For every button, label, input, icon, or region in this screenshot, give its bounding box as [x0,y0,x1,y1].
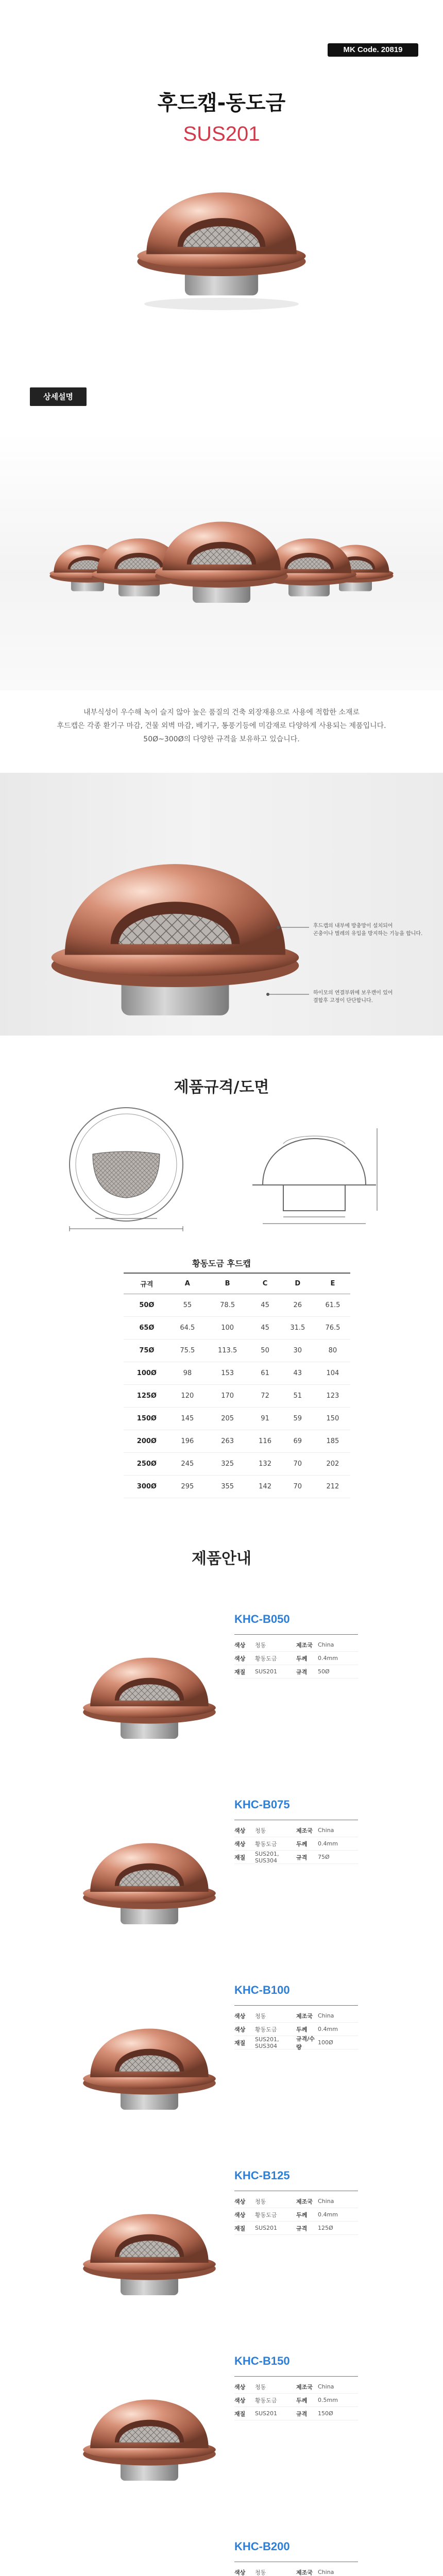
spec-value: 청동 [255,1826,296,1835]
spec-key: 두께 [296,2025,318,2033]
column-header: B [205,1273,250,1294]
spec-key: 두께 [296,1654,318,1663]
description-line: 내부식성이 우수해 녹이 슬지 않아 높은 품질의 건축 외장재용으로 사용에 적합한 소재로 [41,706,402,719]
spec-row [234,2380,358,2394]
product-code: KHC-B100 [234,1984,290,1997]
table-row [124,1476,350,1498]
spec-key: 규격 [296,2224,318,2232]
dimension-cell: 116 [250,1430,280,1453]
product-code: KHC-B050 [234,1613,290,1626]
side-view-drawing [242,1108,391,1231]
product-image [77,2530,222,2576]
spec-value: 50Ø [318,1668,358,1675]
dimension-cell: 100 [205,1317,250,1340]
dimension-cell: 150 [315,1408,350,1430]
dimension-cell: 50 [250,1340,280,1362]
dimension-cell: 45 [250,1294,280,1317]
product-image [77,1973,222,2138]
table-row [124,1362,350,1385]
spec-value: 황동도금 [255,2211,296,2219]
table-row [124,1317,350,1340]
spec-key: 제조국 [296,1641,318,1649]
dimension-cell: 31.5 [280,1317,315,1340]
spec-key: 색상 [234,2211,255,2219]
spec-key: 색상 [234,2568,255,2576]
dimension-cell: 55 [170,1294,205,1317]
size-cell: 75Ø [124,1340,170,1362]
spec-key: 재질 [234,2039,255,2047]
spec-table [124,1273,350,1498]
dimension-cell: 26 [280,1294,315,1317]
spec-value: 0.4mm [318,2211,358,2218]
spec-value: 황동도금 [255,1654,296,1663]
spec-key: 두께 [296,2396,318,2404]
dimension-cell: 205 [205,1408,250,1430]
spec-value: 100Ø [318,2039,358,2046]
product-card [0,2519,443,2576]
product-code: KHC-B075 [234,1798,290,1811]
spec-key: 색상 [234,2396,255,2404]
spec-heading: 제품규격/도면 [0,1074,443,1097]
spec-value: SUS201 [255,1668,296,1675]
column-header: C [250,1273,280,1294]
dimension-cell: 245 [170,1453,205,1476]
dimension-cell: 75.5 [170,1340,205,1362]
spec-value: 75Ø [318,1854,358,1860]
description-line: 후드캡은 각종 환기구 마감, 건물 외벽 마감, 배기구, 통풍기등에 미감재로 다양하게 사용되는 제품입니다. [41,719,402,733]
spec-value: 청동 [255,1641,296,1649]
spec-key: 색상 [234,1654,255,1663]
spec-row [234,2566,358,2576]
spec-value: China [318,2012,358,2019]
dimension-cell: 76.5 [315,1317,350,1340]
dimension-cell: 78.5 [205,1294,250,1317]
product-spec-grid [234,1824,358,1864]
table-row [124,1385,350,1408]
product-spec-grid [234,2009,358,2049]
spec-key: 색상 [234,2197,255,2206]
divider [234,2376,358,2377]
product-description [41,706,402,746]
spec-key: 두께 [296,1840,318,1848]
product-code: KHC-B125 [234,2169,290,2182]
section-tab-detail[interactable]: 상세설명 [30,387,87,406]
spec-value: SUS201, SUS304 [255,1851,296,1864]
dimension-cell: 120 [170,1385,205,1408]
callout-fitting: 하이모의 연결부위에 보우캔이 있어 결합후 고정이 단단합니다. [313,989,432,1005]
dimension-cell: 43 [280,1362,315,1385]
dimension-cell: 72 [250,1385,280,1408]
products-heading: 제품안내 [0,1546,443,1568]
spec-key: 제조국 [296,2197,318,2206]
table-header-row [124,1273,350,1294]
size-cell: 250Ø [124,1453,170,1476]
product-card [0,1777,443,1963]
product-image [77,1788,222,1953]
size-cell: 65Ø [124,1317,170,1340]
spec-key: 색상 [234,2012,255,2020]
dimension-cell: 61 [250,1362,280,1385]
dimension-cell: 355 [205,1476,250,1498]
dimension-cell: 145 [170,1408,205,1430]
spec-row [234,2394,358,2407]
spec-key: 색상 [234,1641,255,1649]
spec-row [234,2036,358,2049]
table-row [124,1453,350,1476]
spec-key: 규격/수량 [296,2035,318,2051]
spec-value: 황동도금 [255,2025,296,2033]
dimension-cell: 59 [280,1408,315,1430]
size-cell: 50Ø [124,1294,170,1317]
hood-group-image [0,433,443,690]
spec-row [234,2009,358,2023]
spec-value: China [318,2383,358,2390]
spec-key: 규격 [296,1668,318,1676]
dimension-cell: 295 [170,1476,205,1498]
spec-row [234,2222,358,2235]
spec-value: 150Ø [318,2410,358,2417]
dimension-cell: 51 [280,1385,315,1408]
product-spec-grid [234,2566,358,2576]
spec-value: 청동 [255,2568,296,2576]
dimension-cell: 170 [205,1385,250,1408]
spec-key: 색상 [234,1826,255,1835]
spec-value: 0.4mm [318,1655,358,1662]
spec-value: 0.4mm [318,1840,358,1847]
product-code: KHC-B200 [234,2540,290,2553]
spec-value: 0.4mm [318,2026,358,2032]
lifestyle-banner-1 [0,433,443,690]
dimension-cell: 212 [315,1476,350,1498]
spec-value: China [318,1641,358,1648]
dimension-cell: 153 [205,1362,250,1385]
product-code: KHC-B150 [234,2354,290,2368]
spec-value: 청동 [255,2012,296,2020]
product-image [77,2159,222,2324]
product-spec-grid [234,2195,358,2235]
dimension-cell: 104 [315,1362,350,1385]
spec-row [234,1665,358,1679]
spec-row [234,2195,358,2208]
spec-key: 재질 [234,1853,255,1861]
table-row [124,1408,350,1430]
dimension-cell: 80 [315,1340,350,1362]
dimension-cell: 64.5 [170,1317,205,1340]
spec-row [234,1652,358,1665]
dimension-cell: 196 [170,1430,205,1453]
spec-row [234,1824,358,1837]
spec-key: 제조국 [296,1826,318,1835]
hero-product-image [118,149,325,314]
spec-key: 색상 [234,2383,255,2391]
product-title: 후드캡-동도금 [0,87,443,116]
size-cell: 150Ø [124,1408,170,1430]
product-subtitle: SUS201 [0,123,443,146]
spec-key: 재질 [234,2224,255,2232]
mk-code-badge: MK Code. 20819 [328,43,418,57]
dimension-cell: 98 [170,1362,205,1385]
table-row [124,1340,350,1362]
product-image [77,1602,222,1767]
dimension-cell: 185 [315,1430,350,1453]
product-spec-grid [234,1638,358,1679]
product-image [77,2344,222,2509]
spec-row [234,2208,358,2222]
spec-value: SUS201 [255,2225,296,2231]
size-cell: 100Ø [124,1362,170,1385]
spec-key: 제조국 [296,2568,318,2576]
divider [234,2005,358,2006]
size-cell: 125Ø [124,1385,170,1408]
front-view-drawing [59,1103,198,1236]
callout-mesh: 후드캡의 내부에 방충망이 설치되어 곤충이나 벌레의 유입을 방지하는 기능을 합니다. [313,922,432,938]
spec-key: 재질 [234,2410,255,2418]
divider [234,1634,358,1635]
product-card [0,2334,443,2519]
spec-row [234,1851,358,1864]
dimension-cell: 91 [250,1408,280,1430]
dimension-cell: 113.5 [205,1340,250,1362]
spec-value: China [318,2569,358,2575]
description-line: 50Ø~300Ø의 다양한 규격을 보유하고 있습니다. [41,733,402,746]
spec-value: SUS201 [255,2410,296,2417]
column-header: D [280,1273,315,1294]
dimension-cell: 132 [250,1453,280,1476]
spec-value: China [318,1827,358,1834]
spec-key: 제조국 [296,2012,318,2020]
dimension-cell: 45 [250,1317,280,1340]
spec-row [234,1837,358,1851]
product-card [0,1963,443,2148]
spec-key: 규격 [296,2410,318,2418]
spec-value: 청동 [255,2197,296,2206]
product-card [0,1592,443,1777]
product-card [0,2148,443,2334]
size-cell: 200Ø [124,1430,170,1453]
spec-value: 황동도금 [255,1840,296,1848]
dimension-cell: 30 [280,1340,315,1362]
column-header: 규격 [124,1273,170,1294]
spec-key: 규격 [296,1853,318,1861]
spec-key: 재질 [234,1668,255,1676]
dimension-cell: 142 [250,1476,280,1498]
feature-banner [0,773,443,1036]
spec-value: 황동도금 [255,2396,296,2404]
dimension-cell: 202 [315,1453,350,1476]
spec-value: China [318,2198,358,2205]
dimension-cell: 123 [315,1385,350,1408]
dimension-cell: 70 [280,1476,315,1498]
column-header: A [170,1273,205,1294]
dimension-cell: 69 [280,1430,315,1453]
product-spec-grid [234,2380,358,2420]
spec-key: 색상 [234,1840,255,1848]
spec-key: 두께 [296,2211,318,2219]
dimension-cell: 61.5 [315,1294,350,1317]
spec-row [234,2407,358,2420]
size-cell: 300Ø [124,1476,170,1498]
spec-value: 청동 [255,2383,296,2391]
spec-table-title: 황동도금 후드캡 [0,1257,443,1269]
spec-row [234,1638,358,1652]
spec-key: 제조국 [296,2383,318,2391]
dimension-cell: 70 [280,1453,315,1476]
spec-value: SUS201, SUS304 [255,2036,296,2049]
table-row [124,1430,350,1453]
dimension-cell: 263 [205,1430,250,1453]
spec-value: 125Ø [318,2225,358,2231]
column-header: E [315,1273,350,1294]
spec-key: 색상 [234,2025,255,2033]
spec-value: 0.5mm [318,2397,358,2403]
dimension-cell: 325 [205,1453,250,1476]
table-row [124,1294,350,1317]
